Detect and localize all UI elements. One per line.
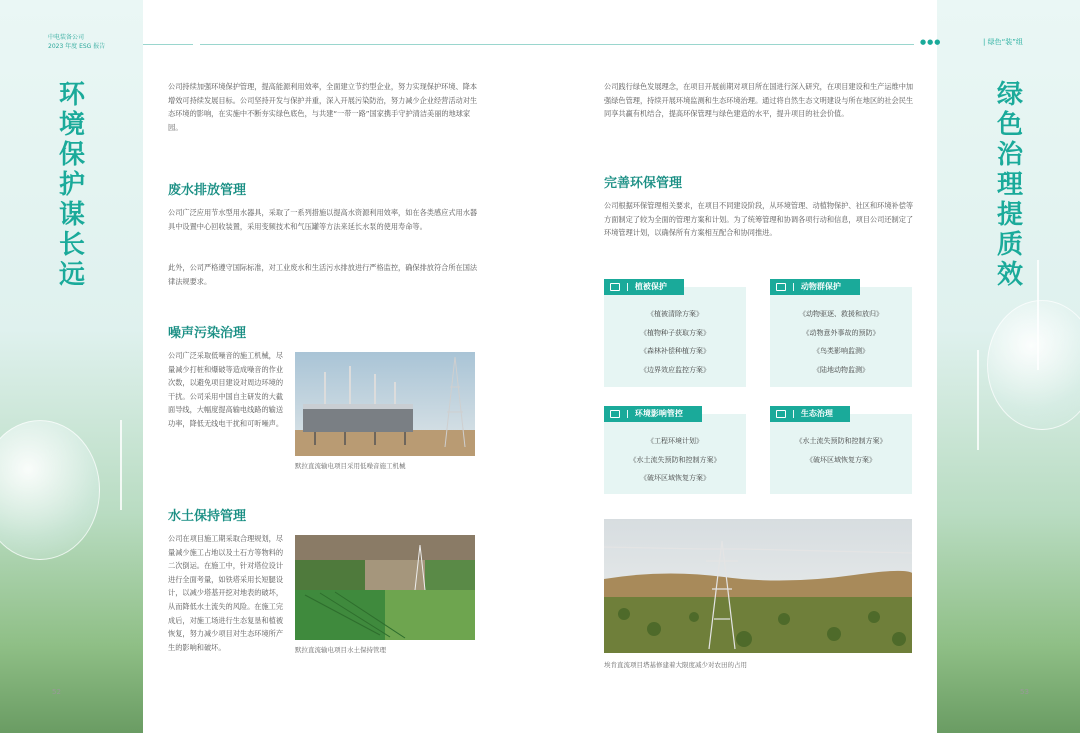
report-name: 2023 年度 ESG 报告 — [48, 43, 106, 50]
card-title: 动物群保护 — [800, 282, 841, 291]
card-vegetation-protection — [604, 282, 746, 387]
list-item: 《边界效应监控方案》 — [640, 365, 710, 374]
list-item: 《破坏区域恢复方案》 — [806, 455, 876, 464]
wind-turbine-decoration — [1037, 260, 1039, 370]
company-name: 中电装备公司 — [48, 34, 85, 41]
farmland-aerial-photo — [295, 535, 475, 640]
card-header: | 植被保护 — [604, 279, 684, 295]
section-title-noise: 噪声污染治理 — [168, 326, 247, 341]
card-ecological-governance — [770, 409, 912, 494]
book-icon — [776, 283, 786, 291]
header-dots: ●●● — [920, 38, 942, 46]
wastewater-paragraph: 公司广泛应用节水型用水器具，采取了一系列措施以提高水资源利用效率，如在各类感应式用水器具中设置中心回收装置，采用变频技术和气压罐等方法来延长水泵的使用寿命等。 — [168, 208, 478, 231]
book-icon — [610, 410, 620, 418]
header-divider — [200, 44, 914, 45]
card-fauna-protection — [770, 282, 912, 387]
lightbulb-decoration — [987, 300, 1080, 430]
card-environmental-impact — [604, 409, 746, 494]
tower-caption: 埃肯直流项目塔基修建着大限度减少对农田的占用 — [604, 661, 747, 669]
right-vertical-title: 绿色治理提质效 — [996, 80, 1023, 290]
list-item: 《水土流失预防和控制方案》 — [629, 455, 721, 464]
card-header: | 环境影响管控 — [604, 406, 702, 422]
page-number-right: 53 — [1020, 688, 1029, 696]
wind-turbine-decoration — [977, 350, 979, 450]
substation-photo — [295, 352, 475, 456]
list-item: 《鸟类影响监测》 — [813, 347, 869, 355]
section-title-env-management: 完善环保管理 — [604, 176, 683, 191]
wind-turbine-decoration — [120, 420, 122, 510]
list-item: 《陆地动物监测》 — [813, 365, 869, 374]
card-title: 环境影响管控 — [634, 409, 683, 418]
farmland-caption: 默拉直流输电项目水土保持管理 — [295, 646, 386, 654]
transmission-tower-photo — [604, 519, 912, 653]
card-header: | 动物群保护 — [770, 279, 860, 295]
list-item: 《破坏区域恢复方案》 — [640, 474, 710, 482]
left-vertical-title: 环境保护谋长远 — [58, 80, 85, 290]
section-title-wastewater: 废水排放管理 — [168, 183, 247, 198]
list-item: 《森林补偿种植方案》 — [640, 347, 710, 355]
card-header: | 生态治理 — [770, 406, 850, 422]
report-brand — [48, 33, 105, 51]
wastewater-paragraph: 此外，公司严格遵守国际标准，对工业废水和生活污水排放进行严格监控，确保排放符合所在国法律法规要求。 — [168, 263, 478, 286]
list-item: 《工程环境计划》 — [647, 437, 703, 445]
right-intro: 公司践行绿色发展理念，在项目开展前期对项目所在国进行深入研究，在项目建设和生产运维中加强绿色管理，持续开展环境监测和生态环境治理。通过将自然生态文明建设与所在地区的社会民生同享共赢有机结合，提高环保管理与绿色建造的水平，提升项目的社会价值。 — [604, 82, 914, 119]
card-title: 植被保护 — [634, 282, 667, 291]
list-item: 《水土流失预防和控制方案》 — [795, 437, 887, 445]
book-icon — [776, 410, 786, 418]
section-tag: | 绿色“装”组 — [983, 38, 1023, 46]
env-management-paragraph: 公司根据环保管理相关要求，在项目不同建设阶段，从环境管理、动植物保护、社区和环境补偿等方面制定了较为全面的管理方案和计划。为了统筹管理和协调各项行动和信息，项目公司还制定了环境管理计划，以确保所有方案相互配合和协同推进。 — [604, 201, 914, 238]
list-item: 《植被清除方案》 — [647, 310, 703, 318]
book-icon — [610, 283, 620, 291]
section-title-soil: 水土保持管理 — [168, 509, 247, 524]
header-divider — [143, 44, 193, 45]
page-number-left: 52 — [52, 688, 61, 696]
soil-paragraph: 公司在项目施工期采取合理规划，尽量减少施工占地以及土石方等物料的二次倒运。在施工中，针对塔位设计进行全面考量，如铁塔采用长短腿设计，以减少塔基开挖对地表的破坏，从而降低水土流失的风险。在施工完成后，对施工场进行生态复垦和植被恢复，努力减少项目对生态环境所产生的影响和破坏。 — [168, 534, 284, 652]
lightbulb-decoration — [0, 420, 100, 560]
left-intro: 公司持续加强环境保护管理，提高能源利用效率，全面建立节约型企业，努力实现保护环境、降本增效可持续发展目标。公司坚持开发与保护并重，深入开展污染防治，努力减少企业经营活动对生态环境的影响，在实施中不断夯实绿色底色，与共建“一带一路”国家携手守护清洁美丽的地球家园。 — [168, 82, 478, 132]
list-item: 《动物意外事故的预防》 — [802, 328, 880, 337]
list-item: 《动物驱逐、救援和放归》 — [799, 310, 883, 318]
card-title: 生态治理 — [800, 409, 833, 418]
list-item: 《植物种子获取方案》 — [640, 328, 710, 337]
substation-caption: 默拉直流输电项目采用低噪音施工机械 — [295, 462, 406, 470]
noise-paragraph: 公司广泛采取低噪音的施工机械，尽量减少打桩和爆破等造成噪音的作业次数，以避免项目建设对周边环境的干扰。公司采用中国自主研发的大截面导线，大幅度提高输电线路的输送功率，降低无线电干扰和可听噪声。 — [168, 351, 284, 428]
